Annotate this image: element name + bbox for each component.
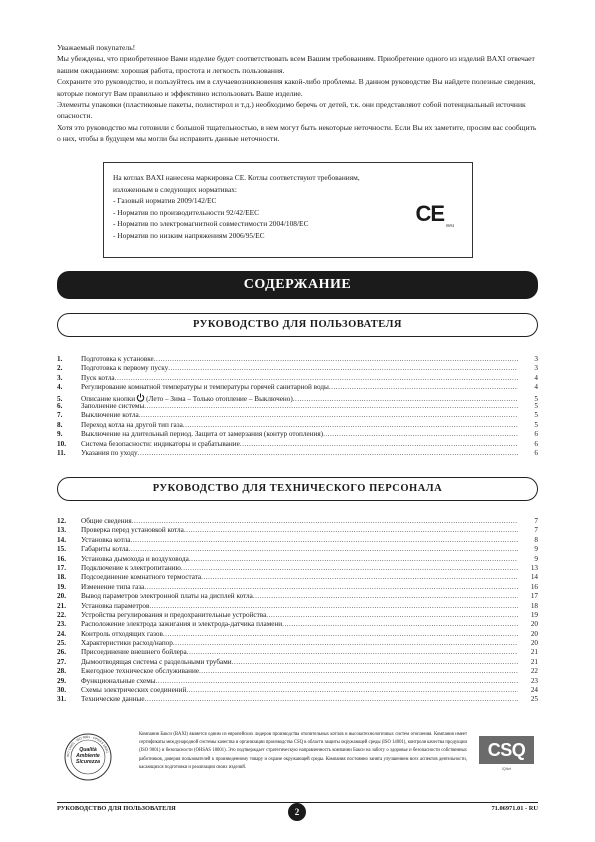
toc-page-number: 23 bbox=[530, 676, 538, 685]
seal-ring-text: ISO 14001 · ISO 9001 · OHSAS 18001 bbox=[65, 734, 110, 758]
toc-title: Регулирование комнатной температуры и температуры горячей санитарной воды bbox=[81, 383, 329, 392]
toc-leader-dots bbox=[173, 639, 518, 648]
toc-page-number: 8 bbox=[534, 535, 538, 544]
toc-row[interactable] bbox=[57, 611, 538, 620]
toc-page-number: 13 bbox=[530, 563, 538, 572]
toc-number: 19. bbox=[57, 582, 66, 591]
contents-title: СОДЕРЖАНИЕ bbox=[57, 271, 538, 299]
seal-label-line: Sicurezza bbox=[76, 759, 100, 765]
toc-row[interactable] bbox=[57, 686, 538, 695]
toc-page-number: 4 bbox=[534, 373, 538, 382]
toc-leader-dots bbox=[144, 402, 518, 411]
toc-leader-dots bbox=[232, 658, 518, 667]
toc-number: 26. bbox=[57, 648, 66, 657]
toc-row[interactable] bbox=[57, 667, 538, 676]
toc-page-number: 3 bbox=[534, 364, 538, 373]
toc-number: 12. bbox=[57, 517, 66, 525]
toc-leader-dots bbox=[144, 583, 518, 592]
toc-leader-dots bbox=[253, 592, 518, 601]
toc-title: Дымоотводящая система с раздельными трубами bbox=[81, 657, 232, 666]
toc-page-number: 4 bbox=[534, 383, 538, 392]
toc-row[interactable] bbox=[57, 630, 538, 639]
toc-title: Указания по уходу bbox=[81, 448, 138, 457]
intro-paragraph: Сохраните это руководство, и пользуйтесь им в случаевозникновения какой-либо проблемы. В данном руководстве Вы найдете полезные сведения, которые помогут Вам правильно и эффективно использовать Ваше изделие. bbox=[57, 77, 536, 98]
seal-label bbox=[67, 747, 109, 765]
toc-page-number: 20 bbox=[530, 639, 538, 648]
toc-row[interactable] bbox=[57, 658, 538, 667]
toc-leader-dots bbox=[189, 555, 518, 564]
toc-title: Подготовка к установке bbox=[81, 355, 154, 363]
toc-row[interactable] bbox=[57, 383, 538, 392]
toc-title: Устройства регулирования и предохранительные устройства bbox=[81, 610, 267, 619]
toc-row[interactable] bbox=[57, 374, 538, 383]
toc-page-number: 9 bbox=[534, 554, 538, 563]
toc-page-number: 21 bbox=[530, 648, 538, 657]
toc-number: 18. bbox=[57, 573, 66, 582]
toc-number: 24. bbox=[57, 629, 66, 638]
toc-row[interactable] bbox=[57, 364, 538, 373]
toc-number: 15. bbox=[57, 545, 66, 554]
toc-number: 7. bbox=[57, 411, 63, 420]
toc-page-number: 5 bbox=[534, 420, 538, 429]
toc-page-number: 24 bbox=[530, 686, 538, 695]
toc-number: 14. bbox=[57, 535, 66, 544]
toc-title: Схемы электрических соединений bbox=[81, 686, 187, 695]
toc-row[interactable] bbox=[57, 677, 538, 686]
notice-line: изложенным в следующих нормативах: bbox=[113, 184, 237, 194]
toc-page-number: 19 bbox=[530, 610, 538, 619]
seal-label-line: Ambiente bbox=[76, 753, 100, 759]
toc-title: Технические данные bbox=[81, 695, 145, 704]
toc-title: Характеристики расход/напор bbox=[81, 639, 173, 648]
toc-number: 31. bbox=[57, 695, 66, 704]
toc-title: Контроль отходящих газов bbox=[81, 629, 163, 638]
notice-line: - Газовый норматив 2009/142/ЕС bbox=[113, 196, 217, 206]
toc-row[interactable] bbox=[57, 555, 538, 564]
toc-row[interactable] bbox=[57, 355, 538, 364]
toc-page-number: 17 bbox=[530, 592, 538, 601]
toc-row[interactable] bbox=[57, 526, 538, 535]
toc-leader-dots bbox=[266, 611, 518, 620]
seal-label-line: Qualità bbox=[79, 747, 97, 753]
technical-guide-section-title: РУКОВОДСТВО ДЛЯ ТЕХНИЧЕСКОГО ПЕРСОНАЛА bbox=[57, 477, 538, 501]
user-guide-toc bbox=[57, 355, 538, 458]
toc-number: 27. bbox=[57, 657, 66, 666]
toc-leader-dots bbox=[181, 564, 518, 573]
intro-paragraph: Хотя это руководство мы готовили с большой тщательностью, в нем могут быть некоторые неточности. Если Вы их заметите, просим вас сообщить о них, чтобы в будущем мы могли бы исправить данные неточности. bbox=[57, 122, 537, 144]
toc-row[interactable] bbox=[57, 620, 538, 629]
toc-leader-dots bbox=[184, 526, 518, 535]
toc-leader-dots bbox=[132, 517, 518, 526]
intro-paragraph: Элементы упаковки (пластиковые пакеты, полистирол и т.д.) необходимо беречь от детей, т.к. они представляют собой потенциальный источник опасности. bbox=[57, 100, 526, 121]
toc-row[interactable] bbox=[57, 411, 538, 420]
toc-row[interactable] bbox=[57, 517, 538, 526]
toc-number: 13. bbox=[57, 526, 66, 535]
toc-leader-dots bbox=[240, 440, 518, 449]
toc-number: 6. bbox=[57, 401, 63, 410]
toc-title-text: (Лето – Зима – Только отопление – Выключено) bbox=[146, 394, 293, 403]
toc-page-number: 9 bbox=[534, 545, 538, 554]
toc-title: Вывод параметров электронной платы на дисплей котла bbox=[81, 592, 253, 601]
toc-title: Переход котла на другой тип газа bbox=[81, 420, 183, 429]
toc-number: 30. bbox=[57, 686, 66, 695]
toc-row[interactable] bbox=[57, 639, 538, 648]
toc-page-number: 14 bbox=[530, 573, 538, 582]
toc-page-number: 5 bbox=[534, 394, 538, 403]
toc-title: Ежегодное техническое обслуживание bbox=[81, 667, 199, 676]
toc-number: 9. bbox=[57, 430, 63, 439]
toc-title: Установка дымохода и воздуховода bbox=[81, 554, 189, 563]
toc-number: 10. bbox=[57, 439, 66, 448]
toc-title: Выключение котла bbox=[81, 411, 139, 420]
toc-row[interactable] bbox=[57, 602, 538, 611]
ce-notice-box bbox=[103, 162, 473, 258]
toc-title: Общие сведения bbox=[81, 517, 132, 525]
toc-row[interactable] bbox=[57, 421, 538, 430]
toc-row[interactable] bbox=[57, 430, 538, 439]
toc-leader-dots bbox=[323, 430, 518, 439]
toc-title: Заполнение системы bbox=[81, 401, 145, 410]
toc-row[interactable] bbox=[57, 583, 538, 592]
toc-title: Подготовка к первому пуску bbox=[81, 364, 169, 373]
ce-notice-text bbox=[113, 172, 360, 242]
toc-page-number: 6 bbox=[534, 430, 538, 439]
toc-title: Изменение типа газа bbox=[81, 582, 145, 591]
toc-leader-dots bbox=[130, 536, 518, 545]
toc-title: Проверка перед установкой котла bbox=[81, 526, 184, 535]
toc-leader-dots bbox=[201, 573, 518, 582]
notice-line: - Норматив по производительности 92/42/ЕЕС bbox=[113, 207, 260, 217]
toc-row[interactable] bbox=[57, 573, 538, 582]
toc-page-number: 7 bbox=[534, 526, 538, 535]
toc-number: 1. bbox=[57, 355, 63, 363]
toc-row[interactable] bbox=[57, 564, 538, 573]
toc-leader-dots bbox=[186, 686, 518, 695]
toc-page-number: 5 bbox=[534, 411, 538, 420]
page-number: 2 bbox=[288, 803, 306, 821]
toc-leader-dots bbox=[199, 667, 518, 676]
toc-page-number: 21 bbox=[530, 657, 538, 666]
toc-number: 5. bbox=[57, 394, 63, 403]
toc-leader-dots bbox=[145, 695, 518, 704]
toc-title: Установка котла bbox=[81, 535, 131, 544]
toc-number: 3. bbox=[57, 373, 63, 382]
notice-line: - Норматив по низким напряжениям 2006/95/ЕС bbox=[113, 230, 265, 240]
footer-section-label: РУКОВОДСТВО ДЛЯ ПОЛЬЗОВАТЕЛЯ bbox=[57, 805, 176, 812]
toc-leader-dots bbox=[149, 602, 518, 611]
notice-line: На котлах BAXI нанесена маркировка СЕ. Котлы соответствуют требованиям, bbox=[113, 173, 360, 182]
toc-page-number: 22 bbox=[530, 667, 538, 676]
toc-page-number: 25 bbox=[530, 695, 538, 704]
toc-title: Система безопасности: индикаторы и срабатывание bbox=[81, 439, 240, 448]
toc-title: Выключение на длительный период. Защита от замерзания (контур отопления) bbox=[81, 430, 324, 439]
toc-number: 2. bbox=[57, 364, 63, 373]
toc-row[interactable] bbox=[57, 592, 538, 601]
toc-number: 22. bbox=[57, 610, 66, 619]
toc-number: 21. bbox=[57, 601, 66, 610]
ce-notified-body: 0694 bbox=[446, 223, 454, 228]
toc-row[interactable] bbox=[57, 440, 538, 449]
toc-row[interactable] bbox=[57, 536, 538, 545]
toc-title: Габариты котла bbox=[81, 545, 129, 554]
toc-title: Подключение к электропитанию bbox=[81, 563, 181, 572]
toc-title: Расположение электрода зажигания и электрода-датчика пламени bbox=[81, 620, 283, 629]
toc-number: 20. bbox=[57, 592, 66, 601]
certification-text: Компания Бакси (BAXI) является одним из европейских лидеров производства отопительных котлов и высокотехнологичных систем отопления. Компания имеет сертификаты международной системы качества и организации производства CSQ в области защиты окружающей среды (ISO 14001), контроля качества продукции (ISO 9001) и безопасности (OHSAS 18001). Это подтверждает стратегическую направленность компании Бакси на заботу о здоровье и безопасности собственных работников, доверия пользователей к произведенному товару и охране окружающей среды. Компания постоянно занята улучшением всех аспектов деятельности, касающихся подготовки и реализации своих изделий. bbox=[139, 732, 467, 770]
toc-leader-dots bbox=[156, 677, 518, 686]
toc-row[interactable] bbox=[57, 393, 538, 402]
toc-leader-dots bbox=[115, 374, 518, 383]
toc-title-text: Описание кнопки bbox=[81, 394, 136, 403]
user-guide-section-title: РУКОВОДСТВО ДЛЯ ПОЛЬЗОВАТЕЛЯ bbox=[57, 313, 538, 337]
toc-row[interactable] bbox=[57, 695, 538, 704]
toc-title: Установка параметров bbox=[81, 601, 150, 610]
toc-leader-dots bbox=[282, 620, 518, 629]
toc-leader-dots bbox=[138, 449, 518, 458]
toc-number: 17. bbox=[57, 563, 66, 572]
toc-leader-dots bbox=[139, 411, 518, 420]
toc-page-number: 20 bbox=[530, 629, 538, 638]
toc-leader-dots bbox=[168, 364, 518, 373]
toc-title: Присоединение внешнего бойлера bbox=[81, 648, 187, 657]
toc-number: 16. bbox=[57, 554, 66, 563]
toc-title: Подсоединение комнатного термостата bbox=[81, 573, 202, 582]
toc-row[interactable] bbox=[57, 648, 538, 657]
power-button-icon bbox=[136, 393, 145, 402]
toc-number: 28. bbox=[57, 667, 66, 676]
toc-number: 25. bbox=[57, 639, 66, 648]
toc-row[interactable] bbox=[57, 545, 538, 554]
toc-title: Функциональные схемы bbox=[81, 676, 156, 685]
toc-title: Пуск котла bbox=[81, 373, 115, 382]
toc-row[interactable] bbox=[57, 402, 538, 411]
toc-leader-dots bbox=[329, 383, 518, 392]
toc-row[interactable] bbox=[57, 449, 538, 458]
toc-number: 11. bbox=[57, 448, 66, 457]
notice-line: - Норматив по электромагнитной совместимости 2004/108/ЕС bbox=[113, 219, 309, 229]
toc-page-number: 5 bbox=[534, 401, 538, 410]
toc-page-number: 16 bbox=[530, 582, 538, 591]
toc-page-number: 6 bbox=[534, 439, 538, 448]
toc-number: 4. bbox=[57, 383, 63, 392]
iqnet-label: IQNet bbox=[501, 767, 512, 771]
toc-number: 23. bbox=[57, 620, 66, 629]
intro-text bbox=[57, 42, 541, 145]
toc-page-number: 7 bbox=[534, 517, 538, 525]
intro-greeting: Уважаемый покупатель! bbox=[57, 43, 136, 52]
toc-number: 29. bbox=[57, 676, 66, 685]
toc-leader-dots bbox=[163, 630, 518, 639]
toc-page-number: 18 bbox=[530, 601, 538, 610]
toc-page-number: 20 bbox=[530, 620, 538, 629]
toc-page-number: 3 bbox=[534, 355, 538, 363]
toc-leader-dots bbox=[187, 648, 518, 657]
intro-paragraph: Мы убеждены, что приобретенное Вами изделие будет соответствовать всем Вашим требованиям. Приобретение одного из изделий BAXI отвечает вашим ожиданиям: хорошая работа, простота и легкость пользования. bbox=[57, 54, 535, 75]
toc-leader-dots bbox=[129, 545, 518, 554]
toc-page-number: 6 bbox=[534, 448, 538, 457]
toc-number: 8. bbox=[57, 420, 63, 429]
toc-leader-dots bbox=[183, 421, 518, 430]
document-code: 71.06971.01 - RU bbox=[491, 805, 538, 812]
certification-block bbox=[57, 728, 538, 790]
technical-guide-toc bbox=[57, 517, 538, 705]
toc-leader-dots bbox=[154, 355, 518, 364]
csq-logo-icon: CSQ bbox=[479, 736, 534, 764]
ce-mark-icon: CE bbox=[415, 201, 444, 226]
